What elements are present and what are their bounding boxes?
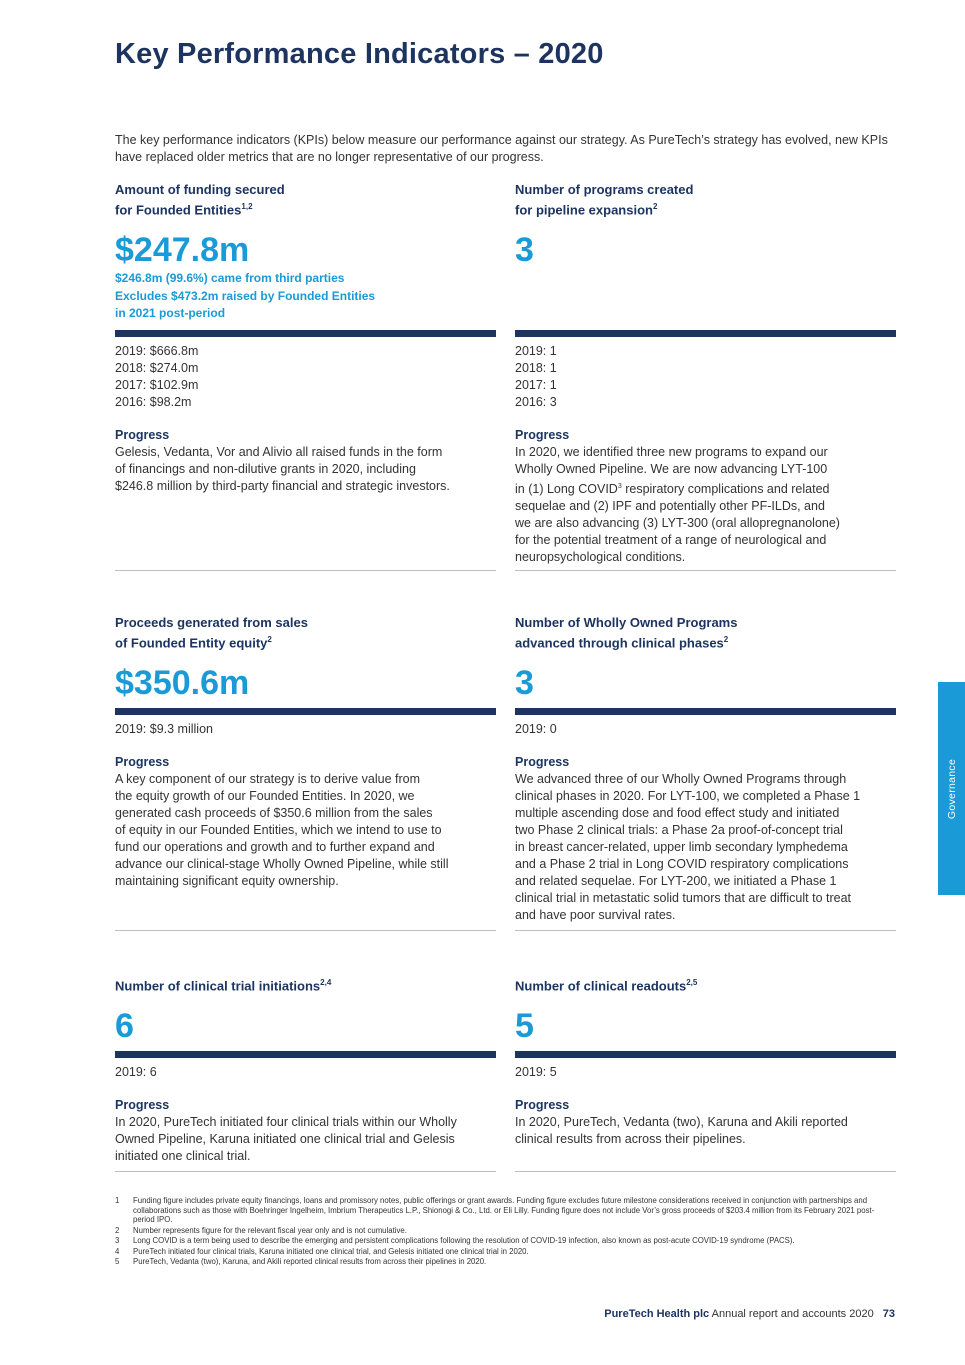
footnote: 3 Long COVID is a term being used to describe the emerging and persistent complications following the resolution of COVID-19 infection, also known as post-acute COVID-19 syndrome (PACS). — [115, 1236, 795, 1245]
progress-heading: Progress — [515, 428, 570, 442]
progress-text: We advanced three of our Wholly Owned Programs through clinical phases in 2020. For LYT-100, we completed a Phase 1 multiple ascending dose and food effect study and initiated two Phase 2 clinical trials: a Phase 2a proof-of-concept trial in breast cancer-related, upper limb secondary lymphedema and a Phase 2 trial in Long COVID respiratory complications and related sequelae. For LYT-200, we initiated a Phase 1 clinical trial in metastatic solid tumors that are difficult to treat and have poor survival rates. — [515, 772, 861, 922]
footnote-ref: 1,2 — [241, 202, 253, 211]
kpi-divider-bar — [515, 1051, 896, 1058]
history-item: 2017: $102.9m — [115, 378, 199, 392]
footnote-ref: 3 — [617, 483, 622, 490]
history-item: 2018: $274.0m — [115, 361, 199, 375]
kpi-programs-created — [515, 181, 896, 573]
kpi-bottom-rule — [515, 930, 896, 931]
kpi-heading: Number of clinical trial initiations$^{2,4}$ — [115, 978, 332, 994]
kpi-divider-bar — [115, 330, 496, 337]
kpi-bottom-rule — [115, 570, 496, 571]
footnotes — [115, 1196, 895, 1268]
footnote: 2 Number represents figure for the relevant fiscal year only and is not cumulative. — [115, 1225, 407, 1235]
intro-paragraph: The key performance indicators (KPIs) below measure our performance against our strategy. As PureTech’s strategy has evolved, new KPIs have replaced older metrics that are no longer representative of our progress. — [115, 133, 888, 164]
kpi-divider-bar — [515, 330, 896, 337]
page-title: Key Performance Indicators – 2020 — [115, 38, 604, 70]
kpi-divider-bar — [115, 708, 496, 715]
kpi-value: $350.6m — [115, 664, 250, 703]
kpi-history — [515, 1064, 896, 1148]
footnote-ref: 2,5 — [686, 978, 698, 987]
footnote: 5 PureTech, Vedanta (two), Karuna, and Akili reported clinical results from across their pipelines in 2020. — [115, 1257, 487, 1266]
progress-heading: Progress — [515, 755, 570, 769]
kpi-note: Excludes $473.2m raised by Founded Entities in 2021 post-period — [115, 289, 376, 321]
kpi-value: $247.8m — [115, 231, 250, 270]
progress-text: Gelesis, Vedanta, Vor and Alivio all raised funds in the form of financings and non-dilutive grants in 2020, including $246.8 million by third-party financial and strategic investors. — [115, 445, 450, 493]
kpi-value: 6 — [115, 1007, 134, 1046]
history-item: 2019: 5 — [515, 1065, 557, 1079]
progress-heading: Progress — [115, 428, 170, 442]
kpi-value: 5 — [515, 1007, 534, 1046]
kpi-heading: Number of Wholly Owned Programs advanced through clinical phases$^2$ — [515, 615, 738, 651]
kpi-trial-initiations — [115, 974, 496, 1174]
footnote-ref: 2 — [652, 202, 658, 211]
kpi-clinical-readouts — [515, 974, 896, 1174]
kpi-history — [115, 721, 496, 890]
footnote-ref: 2 — [723, 635, 729, 644]
footer-company: PureTech Health plc — [604, 1308, 710, 1320]
kpi-heading: Number of programs created for pipeline expansion$^2$ — [515, 182, 694, 218]
footnote: 4 PureTech initiated four clinical trials, Karuna initiated one clinical trial, and Gelesis initiated one clinical trial in 2020. — [115, 1246, 529, 1256]
progress-heading: Progress — [515, 1098, 570, 1112]
kpi-proceeds — [115, 614, 496, 934]
kpi-heading: Proceeds generated from sales of Founded Entity equity$^2$ — [115, 615, 308, 651]
progress-text: In 2020, we identified three new programs to expand our Wholly Owned Pipeline. We are now advancing LYT-100 in (1) Long COVID$^3$ respiratory complications and related sequelae and (2) IPF and potentially other PF-ILDs, and we are also advancing (3) LYT-300 (oral allopregnanolone) for the potential treatment of a range of neurological and neuropsychological conditions. — [515, 445, 840, 565]
kpi-bottom-rule — [515, 570, 896, 571]
kpi-divider-bar — [115, 1051, 496, 1058]
kpi-programs-advanced — [515, 614, 896, 934]
kpi-funding — [115, 181, 496, 573]
history-item: 2019: $666.8m — [115, 344, 199, 358]
history-item: 2016: 3 — [515, 395, 557, 409]
history-item: 2019: $9.3 million — [115, 722, 213, 736]
kpi-bottom-rule — [515, 1171, 896, 1172]
progress-heading: Progress — [115, 755, 170, 769]
kpi-divider-bar — [515, 708, 896, 715]
page-number: 73 — [882, 1308, 895, 1320]
kpi-history — [115, 343, 496, 495]
kpi-heading: Amount of funding secured for Founded Entities$^{1,2}$ — [115, 182, 285, 218]
page-footer — [604, 1308, 895, 1320]
progress-text: A key component of our strategy is to derive value from the equity growth of our Founded Entities. In 2020, we generated cash proceeds of $350.6 million from the sales of equity in our Founded Entities, which we intend to use to fund our operations and growth and to further expand and advance our clinical-stage Wholly Owned Pipeline, while still maintaining significant equity ownership. — [115, 772, 449, 888]
kpi-heading: Number of clinical readouts$^{2,5}$ — [515, 978, 698, 994]
footnote-ref: 2,4 — [320, 978, 332, 987]
kpi-bottom-rule — [115, 1171, 496, 1172]
history-item: 2017: 1 — [515, 378, 557, 392]
footnote-ref: 2 — [267, 635, 272, 644]
footnote: 1 Funding figure includes private equity financings, loans and promissory notes, public offerings or grant awards. Funding figure excludes future milestone considerations received in conjunction with partnerships and collaborations such as those with Boehringer Ingelheim, Imbrium Therapeutics L.P., Shionogi & Co., Ltd. or Eli Lilly. Funding figure does not include Vor’s gross proceeds of $203.4 million from its February 2021 post-period IPO. — [115, 1196, 875, 1224]
footer-report-title: Annual report and accounts 2020 — [711, 1308, 874, 1320]
progress-text: In 2020, PureTech initiated four clinical trials within our Wholly Owned Pipeline, Karuna initiated one clinical trial and Gelesis initiated one clinical trial. — [115, 1115, 457, 1163]
kpi-history — [115, 1064, 496, 1165]
progress-heading: Progress — [115, 1098, 170, 1112]
progress-text: In 2020, PureTech, Vedanta (two), Karuna and Akili reported clinical results from across their pipelines. — [515, 1115, 848, 1146]
kpi-value: 3 — [515, 664, 534, 703]
kpi-history — [515, 343, 896, 566]
history-item: 2019: 1 — [515, 344, 557, 358]
kpi-value: 3 — [515, 231, 534, 270]
history-item: 2019: 6 — [115, 1065, 157, 1079]
section-tab-governance[interactable] — [938, 682, 965, 895]
section-tab-label: Governance — [945, 758, 958, 819]
kpi-bottom-rule — [115, 930, 496, 931]
history-item: 2016: $98.2m — [115, 395, 192, 409]
history-item: 2019: 0 — [515, 722, 557, 736]
history-item: 2018: 1 — [515, 361, 557, 375]
kpi-history — [515, 721, 896, 924]
kpi-note: $246.8m (99.6%) came from third parties — [115, 271, 345, 286]
